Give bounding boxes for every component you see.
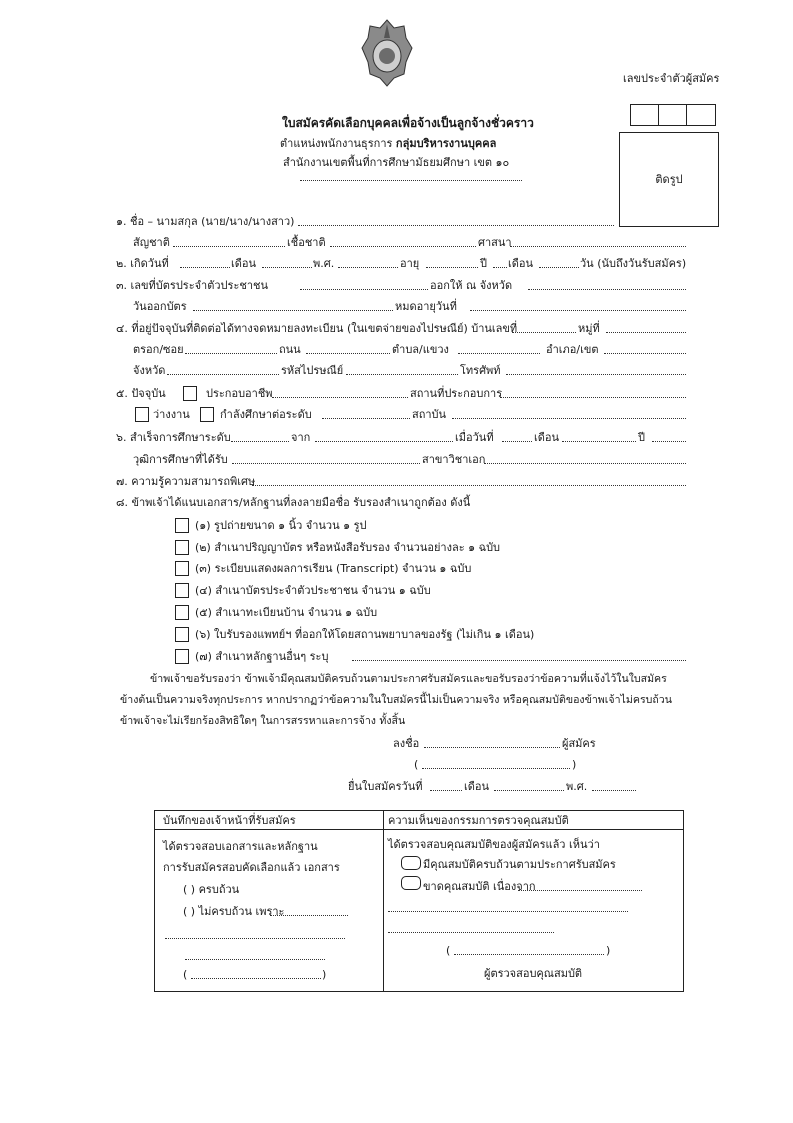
position-group: กลุ่มบริหารงานบุคคล — [395, 137, 497, 150]
applicant-name-input[interactable] — [422, 768, 570, 769]
issued-province-input[interactable] — [528, 289, 686, 290]
doc-3-checkbox[interactable] — [175, 561, 189, 576]
field-nationality: สัญชาติ — [133, 236, 170, 249]
submit-date-label: ยื่นใบสมัครวันที่ — [348, 780, 423, 793]
officer-reason-input-2[interactable] — [165, 938, 345, 939]
doc-7-checkbox[interactable] — [175, 649, 189, 664]
field-address: ๔. ที่อยู่ปัจจุบันที่ติดต่อได้ทางจดหมายลงทะเบียน (ในเขตจ่ายของไปรษณีย์) บ้านเลขที่ — [116, 322, 518, 335]
soi-input[interactable] — [185, 353, 277, 354]
photo-label: ติดรูป — [655, 173, 683, 186]
unqualified-reason-input-1[interactable] — [518, 890, 642, 891]
doc-1-label: (๑) รูปถ่ายขนาด ๑ นิ้ว จำนวน ๑ รูป — [195, 519, 367, 532]
field-workplace: สถานที่ประกอบการ — [410, 387, 503, 400]
studying-checkbox[interactable] — [200, 407, 214, 422]
special-skills-input[interactable] — [252, 485, 686, 486]
graduated-month-input[interactable] — [562, 441, 636, 442]
officer-line-2: การรับสมัครสอบคัดเลือกแล้ว เอกสาร — [163, 861, 340, 874]
field-unemployed: ว่างงาน — [153, 408, 190, 421]
declaration-line-3: ข้าพเจ้าจะไม่เรียกร้องสิทธิใดๆ ในการสรรหาและการจ้าง ทั้งสิ้น — [120, 715, 406, 727]
field-birth-year: พ.ศ. — [313, 257, 335, 270]
field-birth-day: ๒. เกิดวันที่ — [116, 257, 169, 270]
study-level-input[interactable] — [322, 418, 410, 419]
field-road: ถนน — [279, 343, 301, 356]
graduated-day-input[interactable] — [502, 441, 532, 442]
doc-4-label: (๔) สำเนาบัตรประจำตัวประชาชน จำนวน ๑ ฉบับ — [195, 584, 431, 597]
signature-name-open: ( — [414, 758, 419, 771]
field-province: จังหวัด — [133, 364, 166, 377]
field-graduated-month: เดือน — [534, 431, 560, 444]
unemployed-checkbox[interactable] — [135, 407, 149, 422]
birth-day-input[interactable] — [180, 267, 230, 268]
field-current-status: ๕. ปัจจุบัน — [116, 387, 166, 400]
officer-line-1: ได้ตรวจสอบเอกสารและหลักฐาน — [163, 840, 318, 853]
issue-date-input[interactable] — [193, 310, 393, 311]
signature-name-close: ) — [572, 758, 577, 771]
field-id-card: ๓. เลขที่บัตรประจำตัวประชาชน — [116, 279, 268, 292]
doc-2-label: (๒) สำเนาปริญญาบัตร หรือหนังสือรับรอง จำนวนอย่างละ ๑ ฉบับ — [195, 541, 501, 554]
field-studying: กำลังศึกษาต่อระดับ — [220, 408, 312, 421]
field-education-from: จาก — [291, 431, 311, 444]
doc-3-label: (๓) ระเบียบแสดงผลการเรียน (Transcript) จำนวน ๑ ฉบับ — [195, 562, 472, 575]
workplace-input[interactable] — [500, 397, 686, 398]
field-religion: ศาสนา — [478, 236, 512, 249]
sign-label: ลงชื่อ — [393, 737, 420, 750]
house-no-input[interactable] — [512, 332, 576, 333]
officer-name-close: ) — [322, 968, 327, 981]
id-card-input[interactable] — [300, 289, 428, 290]
nationality-input[interactable] — [173, 246, 285, 247]
doc-6-label: (๖) ใบรับรองแพทย์ฯ ที่ออกให้โดยสถานพยาบาลของรัฐ (ไม่เกิน ๑ เดือน) — [195, 628, 535, 641]
doc-1-checkbox[interactable] — [175, 518, 189, 533]
agency-logo — [360, 18, 414, 88]
field-tambon: ตำบล/แขวง — [392, 343, 449, 356]
occupation-input[interactable] — [272, 397, 408, 398]
field-phone: โทรศัพท์ — [460, 364, 501, 377]
expiry-date-input[interactable] — [470, 310, 686, 311]
field-attached-docs: ๘. ข้าพเจ้าได้แนบเอกสาร/หลักฐานที่ลงลายมือชื่อ รับรองสำเนาถูกต้อง ดังนี้ — [116, 496, 471, 509]
field-occupation: ประกอบอาชีพ — [206, 387, 273, 400]
officer-complete-option[interactable]: ( ) ครบถ้วน — [183, 883, 240, 896]
doc-7-input[interactable] — [352, 660, 686, 661]
doc-4-checkbox[interactable] — [175, 583, 189, 598]
religion-input[interactable] — [510, 246, 686, 247]
officer-box-header: บันทึกของเจ้าหน้าที่รับสมัคร — [163, 814, 296, 827]
field-race: เชื้อชาติ — [287, 236, 326, 249]
field-expiry-date: หมดอายุวันที่ — [395, 300, 457, 313]
applicant-number-boxes[interactable] — [630, 104, 716, 126]
doc-5-label: (๕) สำเนาทะเบียนบ้าน จำนวน ๑ ฉบับ — [195, 606, 378, 619]
form-title: ใบสมัครคัดเลือกบุคคลเพื่อจ้างเป็นลูกจ้างชั่วคราว — [282, 116, 534, 130]
committee-qualified-label: มีคุณสมบัติครบถ้วนตามประกาศรับสมัคร — [423, 858, 616, 871]
committee-line-1: ได้ตรวจสอบคุณสมบัติของผู้สมัครแล้ว เห็นว่า — [388, 838, 600, 851]
field-special-skills: ๗. ความรู้ความสามารถพิเศษ — [116, 475, 256, 488]
tambon-input[interactable] — [458, 353, 540, 354]
field-education: ๖. สำเร็จการศึกษาระดับ — [116, 431, 231, 444]
committee-unqualified-label: ขาดคุณสมบัติ เนื่องจาก — [423, 880, 536, 893]
officer-signature-input[interactable] — [185, 959, 325, 960]
applicant-signature-input[interactable] — [424, 747, 560, 748]
applicant-label: ผู้สมัคร — [562, 737, 596, 750]
age-days-input[interactable] — [539, 267, 579, 268]
institution-input[interactable] — [452, 418, 686, 419]
doc-2-checkbox[interactable] — [175, 540, 189, 555]
birth-month-input[interactable] — [262, 267, 312, 268]
doc-6-checkbox[interactable] — [175, 627, 189, 642]
field-age-year: ปี — [480, 257, 487, 270]
doc-7-label: (๗) สำเนาหลักฐานอื่นๆ ระบุ — [195, 650, 329, 663]
submit-day-input[interactable] — [430, 790, 462, 791]
education-level-input[interactable] — [231, 441, 289, 442]
field-soi: ตรอก/ซอย — [133, 343, 184, 356]
committee-name-open: ( — [446, 944, 451, 957]
office-name: สำนักงานเขตพื้นที่การศึกษามัธยมศึกษา เขต ๑๐ — [283, 156, 510, 169]
field-amphoe: อำเภอ/เขต — [546, 343, 599, 356]
declaration-line-2: ข้างต้นเป็นความจริงทุกประการ หากปรากฏว่าข้อความในใบสมัครนี้ไม่เป็นความจริง หรือคุณสมบัติของข้าพเจ้าไม่ครบถ้วน — [120, 694, 672, 706]
unqualified-reason-input-2[interactable] — [388, 911, 628, 912]
position-prefix: ตำแหน่งพนักงานธุรการ — [280, 137, 393, 150]
officer-reason-input-1[interactable] — [270, 915, 348, 916]
field-name: ๑. ชื่อ – นามสกุล (นาย/นาง/นางสาว) — [116, 215, 295, 228]
position-line — [280, 137, 496, 151]
field-age: อายุ — [400, 257, 420, 270]
committee-box-header: ความเห็นของกรรมการตรวจคุณสมบัติ — [388, 814, 569, 827]
field-moo: หมู่ที่ — [578, 322, 600, 335]
field-birth-month: เดือน — [231, 257, 257, 270]
moo-input[interactable] — [606, 332, 686, 333]
doc-5-checkbox[interactable] — [175, 605, 189, 620]
submit-month-input[interactable] — [494, 790, 564, 791]
photo-box[interactable] — [619, 132, 719, 227]
committee-name-close: ) — [606, 944, 611, 957]
age-years-input[interactable] — [426, 267, 478, 268]
submit-year-input[interactable] — [592, 790, 636, 791]
officer-incomplete-option[interactable]: ( ) ไม่ครบถ้วน เพราะ — [183, 905, 285, 918]
declaration-line-1: ข้าพเจ้าขอรับรองว่า ข้าพเจ้ามีคุณสมบัติครบถ้วนตามประกาศรับสมัครและขอรับรองว่าข้อความที่แจ้งไว้ในใบสมัคร — [150, 673, 667, 685]
field-issue-date: วันออกบัตร — [133, 300, 187, 313]
qualified-checkbox[interactable] — [401, 856, 421, 870]
field-postcode: รหัสไปรษณีย์ — [281, 364, 344, 377]
field-age-day: วัน (นับถึงวันรับสมัคร) — [580, 257, 687, 270]
submit-year-label: พ.ศ. — [566, 780, 588, 793]
graduated-year-input[interactable] — [652, 441, 686, 442]
field-issued-province: ออกให้ ณ จังหวัด — [430, 279, 513, 292]
committee-signer-label: ผู้ตรวจสอบคุณสมบัติ — [484, 967, 583, 980]
degree-input[interactable] — [232, 463, 420, 464]
committee-name-input[interactable] — [454, 954, 604, 955]
field-degree: วุฒิการศึกษาที่ได้รับ — [133, 453, 228, 466]
field-major: สาขาวิชาเอก — [422, 453, 486, 466]
field-graduated-year: ปี — [638, 431, 645, 444]
name-input[interactable] — [298, 225, 614, 226]
amphoe-input[interactable] — [604, 353, 686, 354]
officer-name-open: ( — [183, 968, 188, 981]
age-months-input[interactable] — [493, 267, 507, 268]
field-institution: สถาบัน — [412, 408, 447, 421]
unqualified-checkbox[interactable] — [401, 876, 421, 890]
road-input[interactable] — [306, 353, 390, 354]
occupation-checkbox[interactable] — [183, 386, 197, 401]
submit-month-label: เดือน — [464, 780, 490, 793]
field-age-month: เดือน — [508, 257, 534, 270]
major-input[interactable] — [484, 463, 686, 464]
officer-name-input[interactable] — [191, 978, 321, 979]
birth-year-input[interactable] — [338, 267, 398, 268]
race-input[interactable] — [330, 246, 476, 247]
field-graduated-date: เมื่อวันที่ — [455, 431, 494, 444]
education-from-input[interactable] — [315, 441, 453, 442]
postcode-input[interactable] — [346, 374, 458, 375]
phone-input[interactable] — [506, 374, 686, 375]
province-input[interactable] — [167, 374, 279, 375]
unqualified-reason-input-3[interactable] — [388, 932, 554, 933]
applicant-number-label: เลขประจำตัวผู้สมัคร — [623, 72, 720, 85]
